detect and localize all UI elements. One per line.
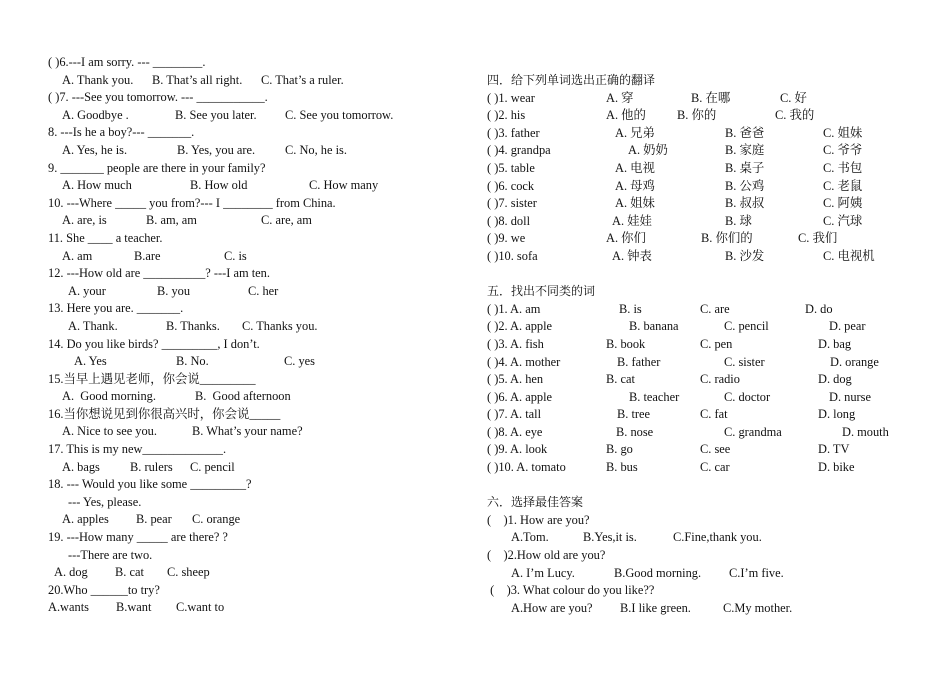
option-c: C. orange xyxy=(192,512,241,527)
s5-row: ( )1. A. am B. is C. are D. do xyxy=(487,301,833,316)
option-b: B. am, am xyxy=(146,213,197,228)
option-c: C. That’s a ruler. xyxy=(261,72,344,87)
question-stem: ( )6.---I am sorry. --- ________. xyxy=(48,55,206,69)
question-12 xyxy=(48,265,458,283)
s5-row: ( )8. A. eye B. nose C. grandma D. mouth xyxy=(487,424,889,439)
left-column xyxy=(48,54,458,617)
s5-row: ( )7. A. tall B. tree C. fat D. long xyxy=(487,407,856,422)
question-20-options xyxy=(48,599,458,617)
question-16 xyxy=(48,406,458,424)
question-7-options xyxy=(48,107,458,125)
option-b: B. Thanks. xyxy=(166,318,220,333)
s4-row: ( )10. sofa A. 钟表 B. 沙发 C. 电视机 xyxy=(487,248,875,263)
option-a: A. Nice to see you. xyxy=(62,424,157,439)
question-stem: 14. Do you like birds? _________, I don’t. xyxy=(48,336,260,351)
option-a: A. your xyxy=(68,283,106,298)
question-10 xyxy=(48,195,458,213)
option-c: C. How many xyxy=(309,178,379,193)
question-20 xyxy=(48,582,458,600)
option-a: A.Tom. xyxy=(511,530,549,545)
question-stem: 15.当早上遇见老师，你会说_________ xyxy=(48,371,256,386)
s4-row: ( )4. grandpa A. 奶奶 B. 家庭 C. 爷爷 xyxy=(487,143,863,158)
option-c: C.want to xyxy=(176,600,225,615)
question-9-options xyxy=(48,177,458,195)
s4-row: ( )1. wear A. 穿 B. 在哪 C. 好 xyxy=(487,90,807,105)
question-15-options xyxy=(48,388,458,406)
question-13-options xyxy=(48,318,458,336)
question-8-options xyxy=(48,142,458,160)
option-a: A. apples xyxy=(62,512,109,527)
question-stem: ( )7. ---See you tomorrow. --- ___________. xyxy=(48,90,268,105)
section-5-title: 五．找出不同类的词 xyxy=(487,284,596,299)
s6-question-1: ( )1. How are you? xyxy=(487,512,590,527)
question-stem: 19. ---How many _____ are there? ? xyxy=(48,530,228,545)
s4-row: ( )7. sister A. 姐妹 B. 叔叔 C. 阿姨 xyxy=(487,196,863,211)
s5-row: ( )9. A. look B. go C. see D. TV xyxy=(487,442,850,457)
option-b: B. See you later. xyxy=(175,107,257,122)
option-c: C. is xyxy=(224,248,247,263)
question-11-options xyxy=(48,248,458,266)
option-a: A. I’m Lucy. xyxy=(511,565,575,580)
option-b: B. Yes, you are. xyxy=(177,142,256,157)
option-a: A.wants xyxy=(48,600,89,615)
option-c: C. yes xyxy=(284,354,315,369)
option-a: A. Good morning. xyxy=(62,389,156,404)
option-a: A. bags xyxy=(62,459,100,474)
s6-question-2-options xyxy=(487,565,927,583)
question-8 xyxy=(48,124,458,142)
reply-text: --- Yes, please. xyxy=(68,494,142,509)
option-c: C. are, am xyxy=(261,213,312,228)
option-a: A. are, is xyxy=(62,213,107,228)
question-stem: 10. ---Where _____ you from?--- I ________ from China. xyxy=(48,195,336,210)
option-c: C. No, he is. xyxy=(285,142,347,157)
question-14-options xyxy=(48,353,458,371)
s5-row: ( )6. A. apple B. teacher C. doctor D. nurse xyxy=(487,389,871,404)
question-10-options xyxy=(48,212,458,230)
s6-question-3: ( )3. What colour do you like?? xyxy=(487,583,655,598)
option-b: B.want xyxy=(116,600,152,615)
question-15 xyxy=(48,371,458,389)
question-14 xyxy=(48,336,458,354)
question-stem: 17. This is my new_____________. xyxy=(48,442,227,457)
reply-text: ---There are two. xyxy=(68,547,153,562)
question-19-options xyxy=(48,564,458,582)
option-b: B. No. xyxy=(176,354,209,369)
s4-row: ( )2. his A. 他的 B. 你的 C. 我的 xyxy=(487,108,815,123)
option-a: A. Thank you. xyxy=(62,72,134,87)
s4-row: ( )8. doll A. 娃娃 B. 球 C. 汽球 xyxy=(487,213,863,228)
s5-row: ( )3. A. fish B. book C. pen D. bag xyxy=(487,336,852,351)
question-stem: 16.当你想说见到你很高兴时，你会说_____ xyxy=(48,406,281,421)
s4-row: ( )3. father A. 兄弟 B. 爸爸 C. 姐妹 xyxy=(487,125,863,140)
option-a: A. Goodbye . xyxy=(62,107,129,122)
question-18-options xyxy=(48,511,458,529)
option-b: B. you xyxy=(157,283,191,298)
question-stem: 8. ---Is he a boy?--- _______. xyxy=(48,125,195,140)
option-a: A. How much xyxy=(62,178,132,193)
question-stem: 11. She ____ a teacher. xyxy=(48,230,163,245)
question-stem: 20.Who ______to try? xyxy=(48,582,160,597)
question-11 xyxy=(48,230,458,248)
option-b: B. pear xyxy=(136,512,172,527)
option-b: B. That’s all right. xyxy=(152,72,243,87)
question-7 xyxy=(48,89,458,107)
s6-question-1-options xyxy=(487,529,927,547)
option-b: B. What’s your name? xyxy=(192,424,303,439)
question-6 xyxy=(48,54,458,72)
option-a: A.How are you? xyxy=(511,600,593,615)
option-b: B.Yes,it is. xyxy=(583,530,637,545)
s5-row: ( )5. A. hen B. cat C. radio D. dog xyxy=(487,372,852,387)
question-9 xyxy=(48,160,458,178)
question-stem: 18. --- Would you like some _________? xyxy=(48,477,252,492)
question-12-options xyxy=(48,283,458,301)
option-b: B. rulers xyxy=(130,459,173,474)
s5-row: ( )4. A. mother B. father C. sister D. orange xyxy=(487,354,879,369)
question-stem: 9. _______ people are there in your family? xyxy=(48,160,266,175)
option-c: C. Thanks you. xyxy=(242,318,318,333)
option-b: B. Good afternoon xyxy=(195,389,291,404)
question-6-options xyxy=(48,72,458,90)
question-16-options xyxy=(48,423,458,441)
question-13 xyxy=(48,300,458,318)
option-b: B. cat xyxy=(115,565,144,580)
option-c: C. pencil xyxy=(190,459,235,474)
option-c: C.My mother. xyxy=(723,600,793,615)
right-column xyxy=(487,72,927,617)
question-19-reply xyxy=(48,547,458,565)
option-a: A. Thank. xyxy=(68,318,118,333)
s4-row: ( )9. we A. 你们 B. 你们的 C. 我们 xyxy=(487,231,838,246)
s4-row: ( )6. cock A. 母鸡 B. 公鸡 C. 老鼠 xyxy=(487,178,863,193)
option-c: C.I’m five. xyxy=(729,565,784,580)
question-stem: 13. Here you are. _______. xyxy=(48,301,184,316)
question-17-options xyxy=(48,459,458,477)
s4-row: ( )5. table A. 电视 B. 桌子 C. 书包 xyxy=(487,160,863,175)
option-a: A. Yes xyxy=(74,354,107,369)
s6-question-3-options xyxy=(487,600,927,618)
option-b: B.I like green. xyxy=(620,600,691,615)
option-a: A. dog xyxy=(54,565,88,580)
s6-question-2: ( )2.How old are you? xyxy=(487,548,606,563)
question-17 xyxy=(48,441,458,459)
section-6-title: 六．选择最佳答案 xyxy=(487,495,584,510)
section-4-title: 四．给下列单词选出正确的翻译 xyxy=(487,73,656,87)
option-c: C. sheep xyxy=(167,565,210,580)
option-a: A. Yes, he is. xyxy=(62,142,128,157)
question-18-reply xyxy=(48,494,458,512)
s5-row: ( )2. A. apple B. banana C. pencil D. pear xyxy=(487,319,866,334)
option-c: C. See you tomorrow. xyxy=(285,107,394,122)
option-a: A. am xyxy=(62,248,93,263)
s5-row: ( )10. A. tomato B. bus C. car D. bike xyxy=(487,460,855,475)
question-18 xyxy=(48,476,458,494)
option-c: C. her xyxy=(248,283,279,298)
question-stem: 12. ---How old are __________? ---I am ten. xyxy=(48,266,270,281)
option-c: C.Fine,thank you. xyxy=(673,530,762,545)
option-b: B.are xyxy=(134,248,161,263)
option-b: B.Good morning. xyxy=(614,565,702,580)
option-b: B. How old xyxy=(190,178,248,193)
question-19 xyxy=(48,529,458,547)
